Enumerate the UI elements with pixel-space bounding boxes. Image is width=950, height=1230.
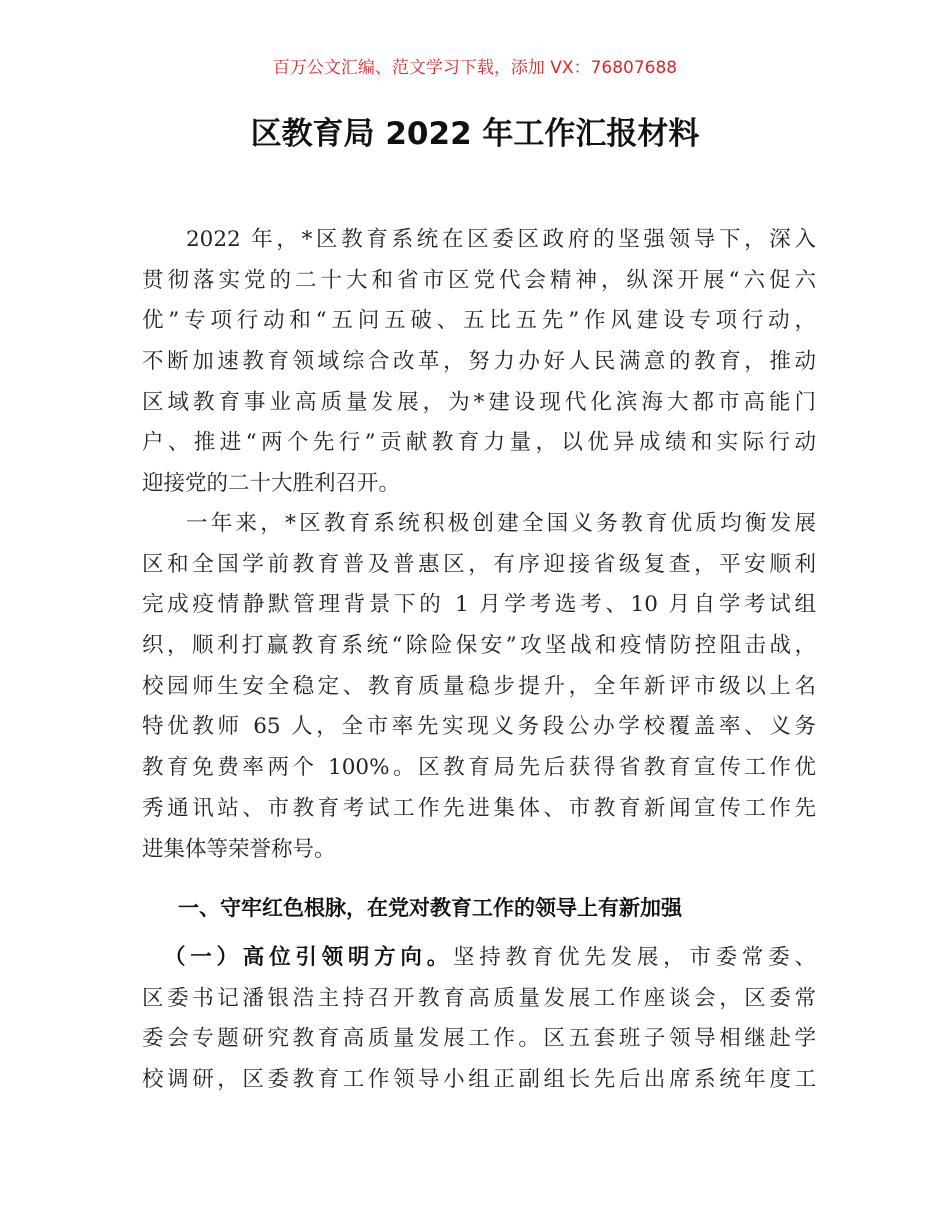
text-line: 进集体等荣誉称号。	[142, 836, 336, 862]
text-line: 迎接党的二十大胜利召开。	[142, 471, 401, 497]
text-line: 贯彻落实党的二十大和省市区党代会精神，纵深开展“六促六	[142, 267, 816, 293]
paragraph-summary	[142, 504, 816, 870]
text-span: 坚持教育优先发展，市委常委、	[452, 945, 816, 970]
text-line: 户、推进“两个先行”贡献教育力量，以优异成绩和实际行动	[142, 430, 816, 456]
text-line: 秀通讯站、市教育考试工作先进集体、市教育新闻宣传工作先	[142, 795, 816, 821]
text-line: 区委书记潘银浩主持召开教育高质量发展工作座谈会，区委常	[142, 985, 816, 1011]
section-heading: 一、守牢红色根脉，在党对教育工作的领导上有新加强	[178, 896, 682, 920]
text-line	[142, 938, 816, 979]
subsection-lead: （一）高位引领明方向。	[164, 945, 453, 970]
text-line: 织，顺利打赢教育系统“除险保安”攻坚战和疫情防控阻击战，	[142, 633, 816, 659]
watermark-banner: 百万公文汇编、范文学习下载，添加 VX：76807688	[272, 58, 678, 78]
text-line: 2022 年，*区教育系统在区委区政府的坚强领导下，深入	[186, 227, 816, 252]
text-line: 校园师生安全稳定、教育质量稳步提升，全年新评市级以上名	[142, 673, 816, 699]
text-line: 委会专题研究教育高质量发展工作。区五套班子领导相继赴学	[142, 1026, 816, 1052]
text-line: 教育免费率两个 100%。区教育局先后获得省教育宣传工作优	[142, 755, 816, 781]
text-line: 一年来，*区教育系统积极创建全国义务教育优质均衡发展	[186, 511, 816, 536]
text-line: 校调研，区委教育工作领导小组正副组长先后出席系统年度工	[142, 1067, 816, 1093]
text-line: 优”专项行动和“五问五破、五比五先”作风建设专项行动，	[142, 308, 816, 334]
text-line: 特优教师 65 人，全市率先实现义务段公办学校覆盖率、义务	[142, 714, 816, 740]
document-title: 区教育局 2022 年工作汇报材料	[250, 116, 700, 152]
text-line: 完成疫情静默管理背景下的 1 月学考选考、10 月自学考试组	[142, 592, 816, 618]
text-line: 区和全国学前教育普及普惠区，有序迎接省级复查，平安顺利	[142, 551, 816, 577]
text-line: 不断加速教育领域综合改革，努力办好人民满意的教育，推动	[142, 349, 816, 375]
subsection-paragraph	[142, 938, 816, 1101]
text-line: 区域教育事业高质量发展，为*建设现代化滨海大都市高能门	[142, 389, 816, 415]
paragraph-intro	[142, 220, 816, 505]
